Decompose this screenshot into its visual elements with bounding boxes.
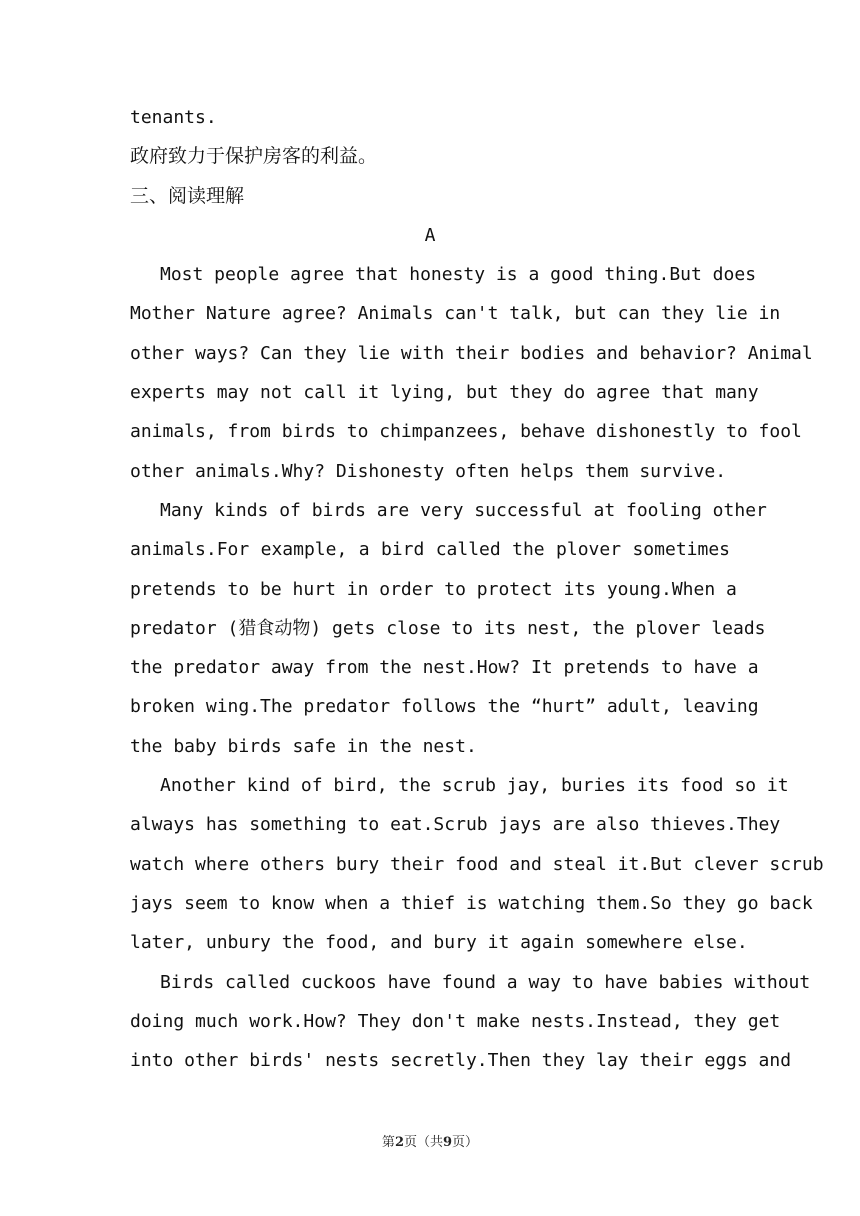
paragraph-line: Birds called cuckoos have found a way to have babies without (160, 971, 811, 993)
paragraph-line: jays seem to know when a thief is watching them.So they go back (130, 892, 813, 914)
continued-text-line: tenants. (130, 107, 217, 128)
paragraph-line: experts may not call it lying, but they do agree that many (130, 382, 759, 404)
page-footer (0, 1131, 860, 1150)
paragraph-line: broken wing.The predator follows the “hurt” adult, leaving (130, 696, 759, 718)
chinese-translation: 政府致力于保护房客的利益。 (130, 145, 378, 168)
paragraph-2 (130, 491, 767, 766)
paragraph-1 (130, 255, 813, 491)
paragraph-line: Many kinds of birds are very successful at fooling other (160, 499, 767, 521)
paragraph-line: Another kind of bird, the scrub jay, buries its food so it (160, 775, 789, 797)
footer-total-pages: 9 (443, 1135, 453, 1150)
paragraph-line: watch where others bury their food and steal it.But clever scrub (130, 853, 824, 875)
section-heading: 三、阅读理解 (130, 184, 245, 207)
passage-label: A (424, 224, 436, 246)
footer-suffix: 页） (452, 1135, 479, 1150)
paragraph-line: predator (猎食动物) gets close to its nest, the plover leads (130, 617, 766, 639)
paragraph-line: pretends to be hurt in order to protect its young.When a (130, 578, 737, 600)
paragraph-3 (130, 766, 824, 962)
paragraph-line: Most people agree that honesty is a good thing.But does (160, 264, 757, 286)
paragraph-4 (130, 963, 811, 1081)
paragraph-line: the baby birds safe in the nest. (130, 735, 477, 757)
paragraph-line: other animals.Why? Dishonesty often helps them survive. (130, 460, 727, 482)
paragraph-line: animals, from birds to chimpanzees, behave dishonestly to fool (130, 421, 802, 443)
paragraph-line: into other birds' nests secretly.Then they lay their eggs and (130, 1050, 792, 1072)
paragraph-line: later, unbury the food, and bury it again somewhere else. (130, 932, 748, 954)
document-body (130, 98, 824, 1080)
paragraph-line: doing much work.How? They don't make nests.Instead, they get (130, 1010, 781, 1032)
paragraph-line: Mother Nature agree? Animals can't talk, but can they lie in (130, 303, 781, 325)
footer-page-number: 2 (394, 1135, 404, 1150)
footer-prefix: 第 (381, 1135, 395, 1150)
paragraph-line: animals.For example, a bird called the plover sometimes (130, 539, 730, 561)
paragraph-line: other ways? Can they lie with their bodies and behavior? Animal (130, 342, 813, 364)
footer-middle: 页（共 (403, 1135, 443, 1150)
paragraph-line: the predator away from the nest.How? It pretends to have a (130, 657, 759, 679)
paragraph-line: always has something to eat.Scrub jays are also thieves.They (130, 814, 781, 836)
